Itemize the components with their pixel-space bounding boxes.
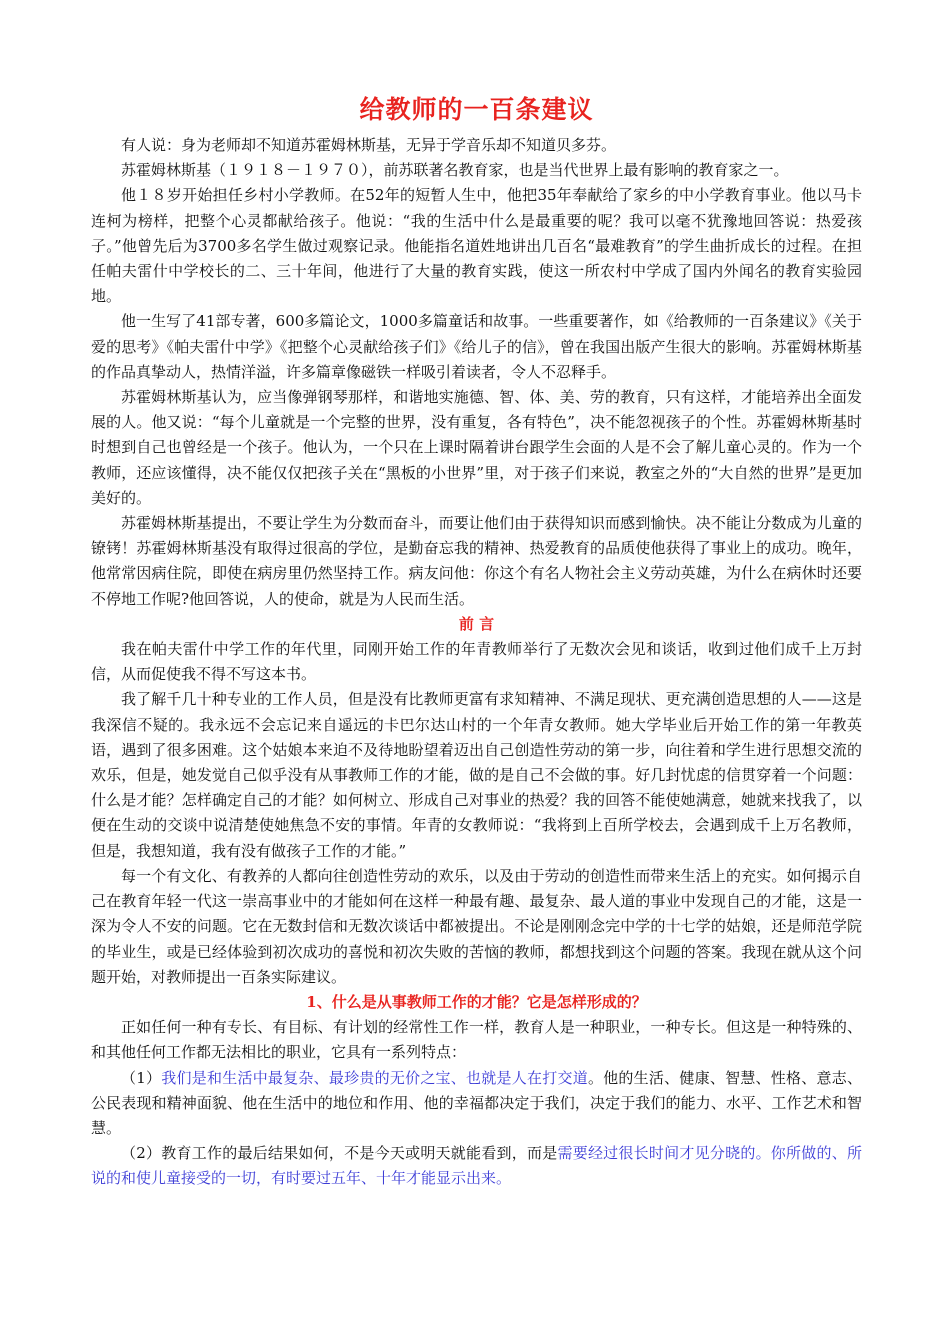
section-1-item-2 xyxy=(91,1141,862,1191)
intro-paragraph: 苏霍姆林斯基提出，不要让学生为分数而奋斗，而要让他们由于获得知识而感到愉快。决不能让分数成为儿童的镣铐！苏霍姆林斯基没有取得过很高的学位，是勤奋忘我的精神、热爱教育的品质使他获得了事业上的成功。晚年，他常常因病住院，即使在病房里仍然坚持工作。病友问他：你这个有名人物社会主义劳动英雄，为什么在病休时还要不停地工作呢?他回答说，人的使命，就是为人民而生活。 xyxy=(91,514,862,608)
item-number: （1） xyxy=(121,1068,162,1087)
intro-paragraph: 苏霍姆林斯基（１９１８－１９７０），前苏联著名教育家，也是当代世界上最有影响的教育家之一。 xyxy=(121,161,789,180)
intro-paragraph: 有人说：身为老师却不知道苏霍姆林斯基，无异于学音乐却不知道贝多芬。 xyxy=(121,136,617,154)
intro-paragraph: 他１８岁开始担任乡村小学教师。在52年的短暂人生中，他把35年奉献给了家乡的中小学教育事业。他以马卡连柯为榜样，把整个心灵都献给孩子。他说：“我的生活中什么是最重要的呢？我可以毫不犹豫地回答说：热爱孩子。”他曾先后为3700多名学生做过观察记录。他能指名道姓地讲出几百名“最难教育”的学生曲折成长的过程。在担任帕夫雷什中学校长的二、三十年间，他进行了大量的教育实践，使这一所农村中学成了国内外闻名的教育实验园地。 xyxy=(91,186,862,306)
item-text: 。他的生活、健康、智慧、性格、意志、公民表现和精神面貌、他在生活中的地位和作用、他的幸福都决定于我们，决定于我们的能力、水平、工作艺术和智慧。 xyxy=(91,1068,862,1137)
preface-paragraph: 每一个有文化、有教养的人都向往创造性劳动的欢乐，以及由于劳动的创造性而带来生活上的充实。如何揭示自己在教育年轻一代这一崇高事业中的才能如何在这样一种最有趣、最复杂、最人道的事业中发现自己的才能，这是一深为令人不安的问题。它在无数封信和无数次谈话中都被提出。不论是刚刚念完中学的十七学的姑娘，还是师范学院的毕业生，或是已经体验到初次成功的喜悦和初次失败的苦恼的教师，都想找到这个问题的答案。我现在就从这个问题开始，对教师提出一百条实际建议。 xyxy=(91,866,862,986)
item-number: （2） xyxy=(121,1144,162,1163)
section-1-heading: 1、什么是从事教师工作的才能？它是怎样形成的？ xyxy=(306,992,647,1011)
intro-paragraph: 他一生写了41部专著，600多篇论文，1000多篇童话和故事。一些重要著作，如《给教师的一百条建议》《关于爱的思考》《帕夫雷什中学》《把整个心灵献给孩子们》《给儿子的信》，曾在我国出版产生很大的影响。苏霍姆林斯基的作品真挚动人，热情洋溢，许多篇章像磁铁一样吸引着读者，令人不忍释手。 xyxy=(91,312,862,381)
item-text: 教育工作的最后结果如何，不是今天或明天就能看到，而是 xyxy=(161,1144,558,1163)
preface-heading: 前 言 xyxy=(458,614,495,633)
preface-paragraph: 我了解千几十种专业的工作人员，但是没有比教师更富有求知精神、不满足现状、更充满创造思想的人——这是我深信不疑的。我永远不会忘记来自遥远的卡巴尔达山村的一个年青女教师。她大学毕业后开始工作的第一年教英语，遇到了很多困难。这个姑娘本来迫不及待地盼望着迈出自己创造性劳动的第一步，向往着和学生进行思想交流的欢乐，但是，她发觉自己似乎没有从事教师工作的才能，做的是自己不会做的事。好几封忧虑的信贯穿着一个问题：什么是才能？怎样确定自己的才能？如何树立、形成自己对事业的热爱？我的回答不能使她满意，她就来找我了，以便在生动的交谈中说清楚使她焦急不安的事情。年青的女教师说：“我将到上百所学校去，会遇到成千上万名教师，但是，我想知道，我有没有做孩子工作的才能。” xyxy=(91,690,862,860)
highlighted-text: 需要经过很长时间才见分晓的。你所做的、所说的和使儿童接受的一切，有时要过五年、十年才能显示出来。 xyxy=(91,1144,862,1188)
highlighted-text: 我们是和生活中最复杂、最珍贵的无价之宝、也就是人在打交道 xyxy=(161,1068,588,1087)
preface-paragraph: 我在帕夫雷什中学工作的年代里，同刚开始工作的年青教师举行了无数次会见和谈话，收到过他们成千上万封信，从而促使我不得不写这本书。 xyxy=(91,640,862,684)
section-1-paragraph: 正如任何一种有专长、有目标、有计划的经常性工作一样，教育人是一种职业，一种专长。但这是一种特殊的、和其他任何工作都无法相比的职业，它具有一系列特点： xyxy=(91,1018,862,1062)
document-title: 给教师的一百条建议 xyxy=(359,95,594,124)
intro-paragraph: 苏霍姆林斯基认为，应当像弹钢琴那样，和谐地实施德、智、体、美、劳的教育，只有这样，才能培养出全面发展的人。他又说：“每个儿童就是一个完整的世界，没有重复，各有特色”，决不能忽视孩子的个性。苏霍姆林斯基时时想到自己也曾经是一个孩子。他认为，一个只在上课时隔着讲台跟学生会面的人是不会了解儿童心灵的。作为一个教师，还应该懂得，决不能仅仅把孩子关在“黑板的小世界”里，对于孩子们来说，教室之外的“大自然的世界”是更加美好的。 xyxy=(91,388,862,507)
section-1-item-1 xyxy=(91,1066,862,1142)
